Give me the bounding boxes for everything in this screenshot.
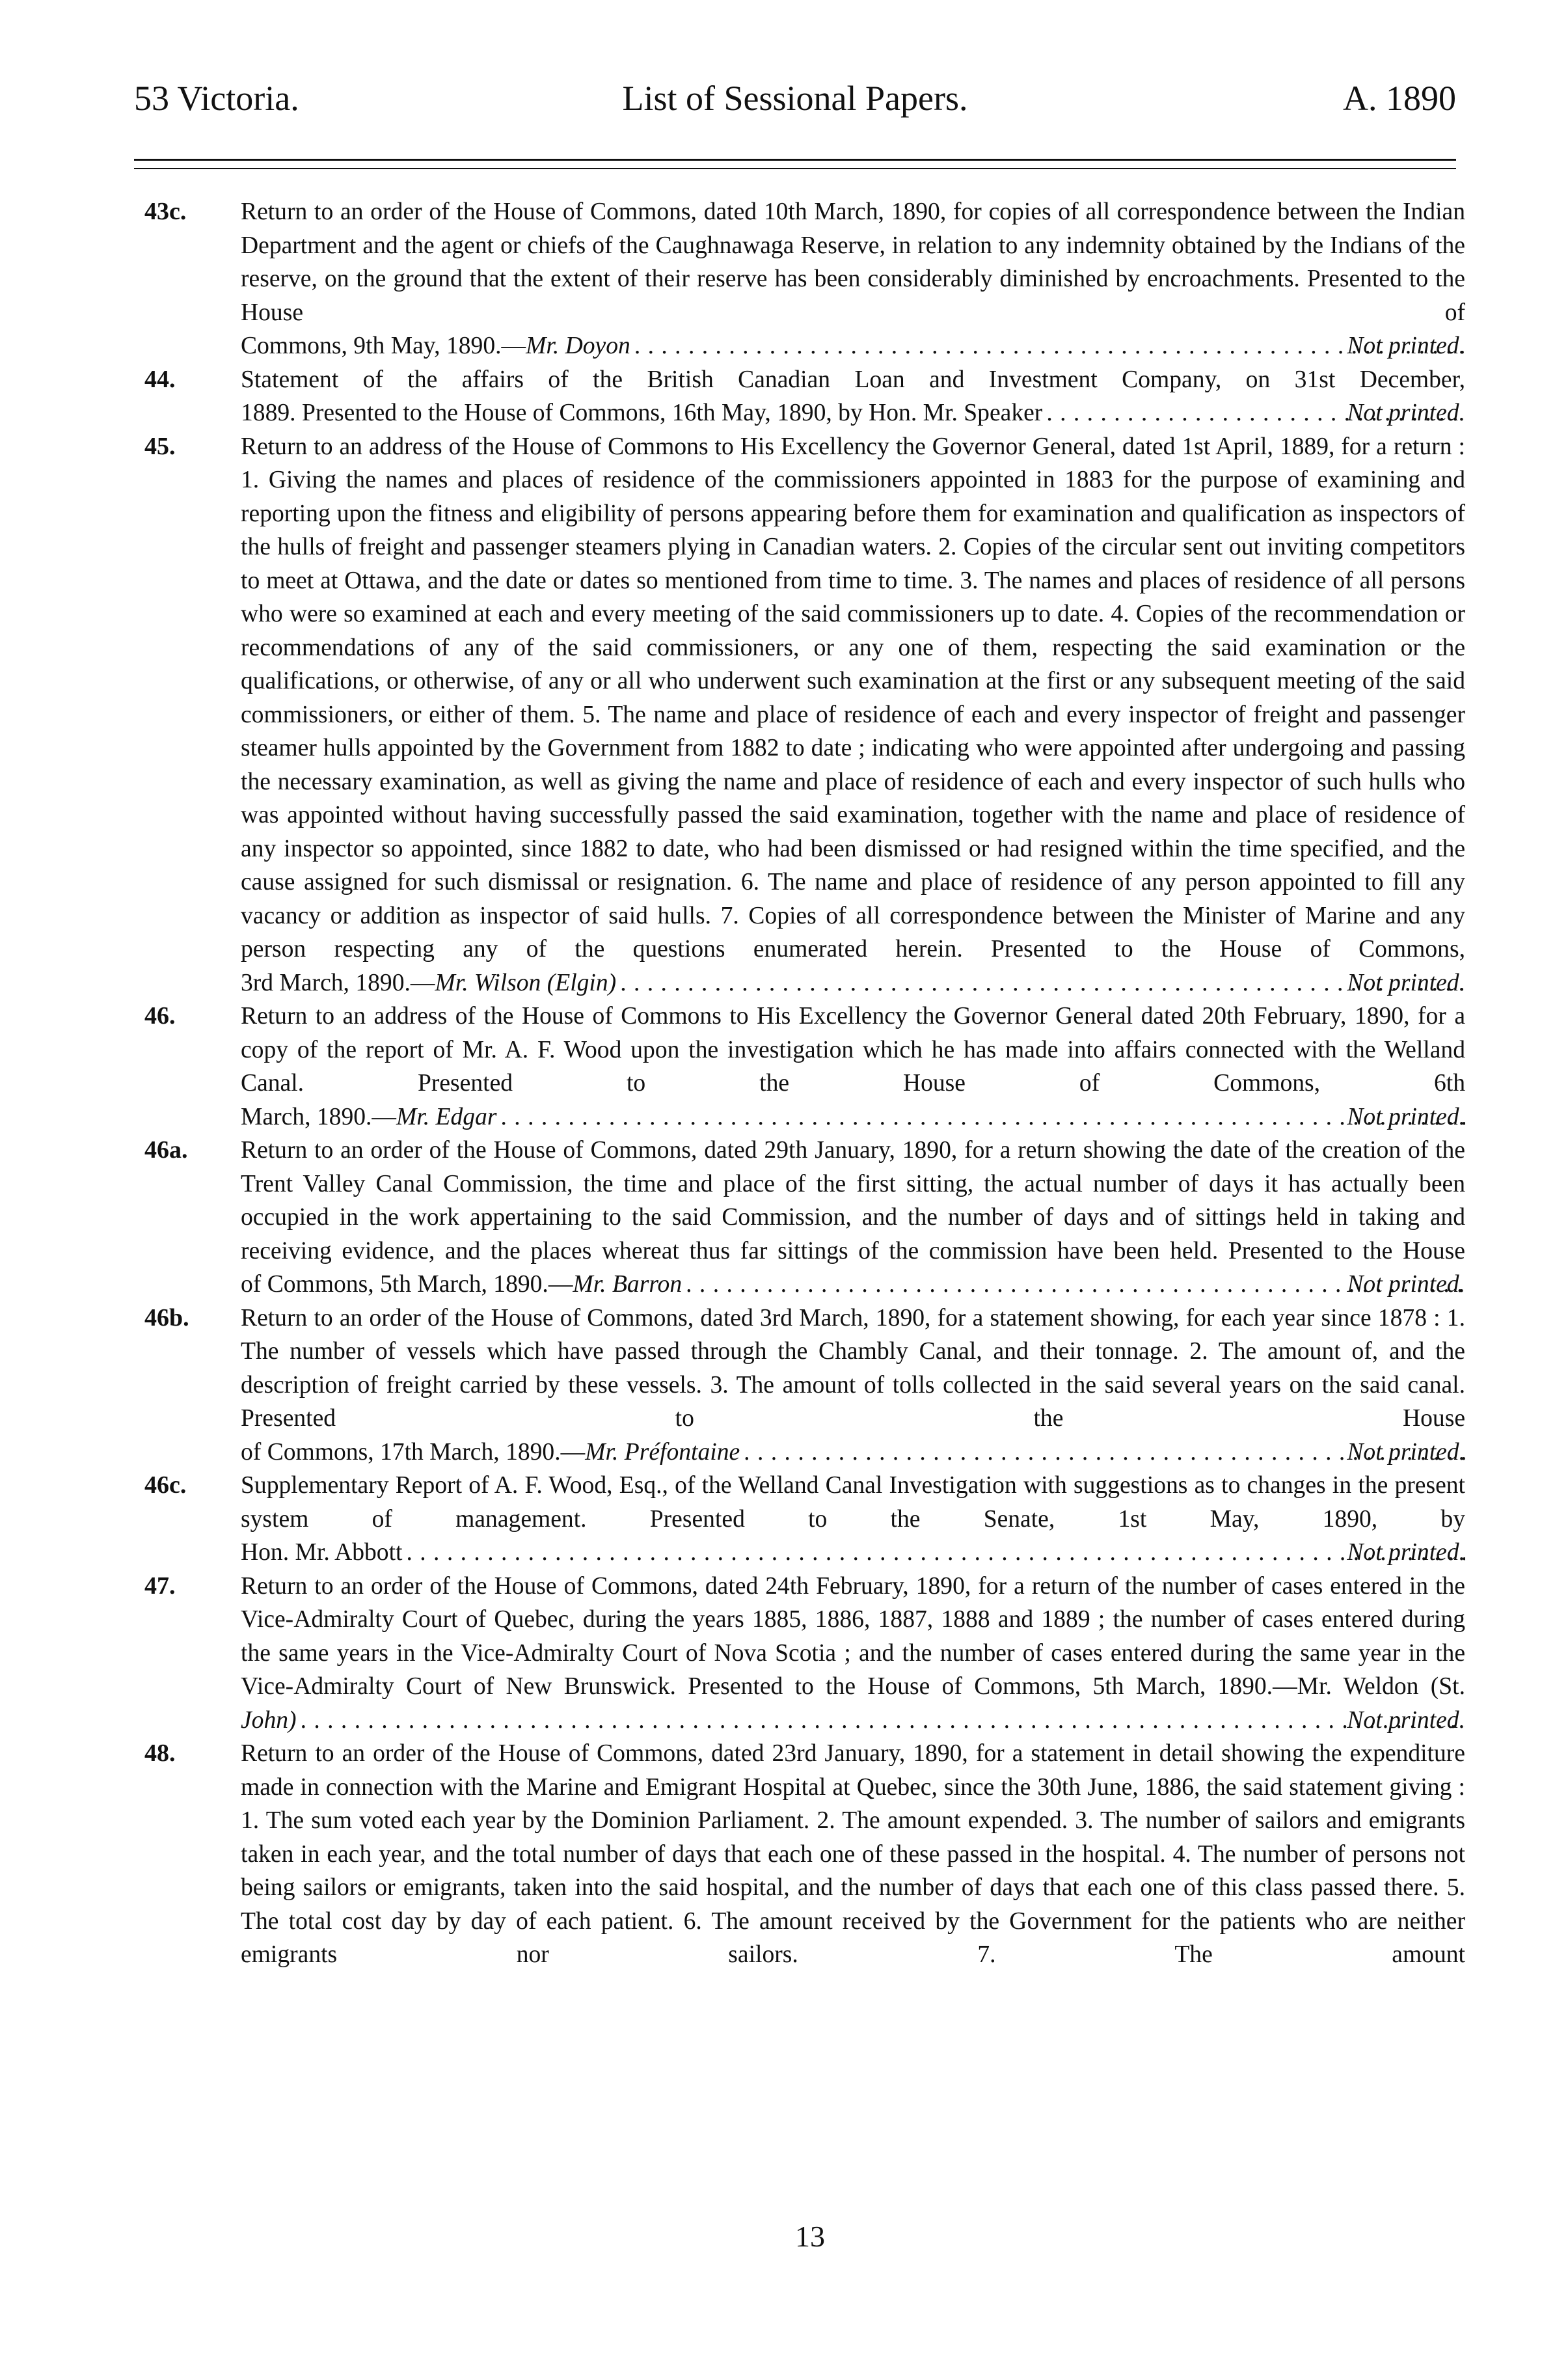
paper-number: 47. — [144, 1572, 176, 1600]
print-status: Not printed. — [1340, 1704, 1465, 1738]
header-rule-bottom — [134, 168, 1456, 169]
dot-leader — [501, 1104, 1466, 1130]
paper-description: Statement of the affairs of the British Canadian Loan and Investment Company, on 31st December, — [241, 366, 1465, 393]
member-name: Mr. Wilson (Elgin) — [435, 969, 617, 996]
header-rule-top — [134, 159, 1456, 161]
print-status: Not printed. — [1340, 966, 1465, 1000]
entry-closing-line — [241, 396, 1465, 430]
presentation-note: Hon. Mr. Abbott — [241, 1539, 403, 1566]
session-label: 53 Victoria. — [134, 79, 299, 118]
paper-entry — [144, 1469, 1465, 1570]
presentation-note: March, 1890.— — [241, 1103, 396, 1130]
paper-number: 46. — [144, 1002, 176, 1030]
paper-entry — [144, 1302, 1465, 1469]
entry-closing-line — [241, 329, 1465, 363]
print-status: Not printed. — [1340, 1536, 1465, 1570]
paper-description: Return to an order of the House of Commons, dated 29th January, 1890, for a return showing the date of the creation of the Trent Valley Canal Commission, the time and place of the first sitting, the actual number of days it has actually been occupied in the work appertaining to the said Commission, and the number of days and of sittings held in taking and receiving evidence, and the places whereat thus far sittings of the commission have been held. Presented to the House — [241, 1137, 1465, 1264]
paper-number: 46b. — [144, 1303, 189, 1331]
member-name: Mr. Doyon — [526, 333, 630, 359]
paper-number: 46a. — [144, 1136, 188, 1164]
member-name: Mr. Barron — [573, 1271, 683, 1298]
paper-description: Return to an order of the House of Commons, dated 3rd March, 1890, for a statement showing, for each year since 1878 : 1. The number of vessels which have passed through the Chambly Canal, and their tonnage. 2. The amount of, and the description of freight carried by these vessels. 3. The amount of tolls collected in the said several years on the said canal. Presented to the House — [241, 1304, 1465, 1432]
paper-description: Return to an order of the House of Commons, dated 10th March, 1890, for copies of all correspondence between the Indian Department and the agent or chiefs of the Caughnawaga Reserve, in relation to any indemnity obtained by the Indians of the reserve, on the ground that the extent of their reserve has been considerably diminished by encroachments. Presented to the House of — [241, 198, 1465, 326]
print-status: Not printed. — [1340, 329, 1465, 363]
entry-closing-line — [241, 1268, 1465, 1302]
presentation-note: 1889. Presented to the House of Commons, 16th May, 1890, by Hon. Mr. Speaker — [241, 400, 1043, 426]
member-name: John) — [241, 1706, 297, 1734]
dot-leader — [744, 1439, 1465, 1466]
paper-number: 46c. — [144, 1471, 187, 1499]
dot-leader — [406, 1539, 1465, 1566]
print-status: Not printed. — [1340, 1268, 1465, 1302]
page-header — [134, 78, 1456, 137]
entry-closing-line — [241, 1100, 1465, 1134]
presentation-note: of Commons, 5th March, 1890.— — [241, 1271, 573, 1298]
entry-closing-line — [241, 966, 1465, 1000]
paper-entry — [144, 363, 1465, 430]
paper-description: Return to an order of the House of Commons, dated 23rd January, 1890, for a statement in detail showing the expenditure made in connection with the Marine and Emigrant Hospital at Quebec, since the 30th June, 1886, the said statement giving : 1. The sum voted each year by the Dominion Parliament. 2. The amount expended. 3. The number of sailors and emigrants taken in each year, and the total number of days that each one of these passed in the hospital. 4. The number of persons not being sailors or emigrants, taken into the said hospital, and the number of days that each one of this class passed there. 5. The total cost day by day of each patient. 6. The amount received by the Government for the patients who are neither emigrants nor sailors. 7. The amount — [241, 1740, 1465, 1968]
presentation-note: of Commons, 17th March, 1890.— — [241, 1438, 586, 1466]
entry-closing-line — [241, 1436, 1465, 1469]
paper-entry — [144, 1000, 1465, 1134]
dot-leader — [686, 1271, 1465, 1298]
dot-leader — [620, 970, 1465, 996]
paper-description: Return to an address of the House of Commons to His Excellency the Governor General dated 20th February, 1890, for a copy of the report of Mr. A. F. Wood upon the investigation which he has made into affairs connected with the Welland Canal. Presented to the House of Commons, 6th — [241, 1003, 1465, 1097]
paper-number: 45. — [144, 432, 176, 460]
paper-entry — [144, 1134, 1465, 1302]
print-status: Not printed. — [1340, 1100, 1465, 1134]
paper-description: Return to an order of the House of Commons, dated 24th February, 1890, for a return of the number of cases entered in the Vice-Admiralty Court of Quebec, during the years 1885, 1886, 1887, 1888 and 1889 ; the number of cases entered during the same years in the Vice-Admiralty Court of Nova Scotia ; and the number of cases entered during the same year in the Vice-Admiralty Court of New Brunswick. Presented to the House of Commons, 5th March, 1890.—Mr. Weldon (St. — [241, 1572, 1465, 1700]
member-name: Mr. Préfontaine — [585, 1438, 740, 1466]
print-status: Not printed. — [1340, 1436, 1465, 1469]
entry-closing-line — [241, 1704, 1465, 1738]
dot-leader — [1046, 400, 1465, 426]
paper-entry — [144, 430, 1465, 1000]
paper-number: 48. — [144, 1740, 176, 1767]
paper-number: 44. — [144, 365, 176, 393]
paper-list — [144, 195, 1465, 1972]
paper-number: 43c. — [144, 198, 187, 225]
paper-description: Supplementary Report of A. F. Wood, Esq., of the Welland Canal Investigation with suggestions as to changes in the present system of management. Presented to the Senate, 1st May, 1890, by — [241, 1472, 1465, 1533]
page-number: 13 — [795, 2220, 825, 2253]
paper-entry — [144, 195, 1465, 363]
page-title: List of Sessional Papers. — [622, 79, 968, 118]
dot-leader — [634, 333, 1465, 359]
entry-closing-line — [241, 1536, 1465, 1570]
paper-entry — [144, 1570, 1465, 1738]
paper-entry — [144, 1737, 1465, 1972]
presentation-note: Commons, 9th May, 1890.— — [241, 333, 526, 359]
dot-leader — [301, 1707, 1465, 1734]
year-label: A. 1890 — [1343, 79, 1456, 118]
print-status: Not printed. — [1340, 396, 1465, 430]
member-name: Mr. Edgar — [396, 1103, 497, 1130]
presentation-note: 3rd March, 1890.— — [241, 969, 435, 996]
paper-description: Return to an address of the House of Commons to His Excellency the Governor General, dated 1st April, 1889, for a return : 1. Giving the names and places of residence of the commissioners appointed in 1883 for the purpose of examining and reporting upon the fitness and eligibility of persons appearing before them for examination and qualification as inspectors of the hulls of freight and passenger steamers plying in Canadian waters. 2. Copies of the circular sent out inviting competitors to meet at Ottawa, and the date or dates so mentioned from time to time. 3. The names and places of residence of all persons who were so examined at each and every meeting of the said commissioners up to date. 4. Copies of the recommendation or recommendations of any of the said commissioners, or any one of them, respecting the said examination or the qualifications, or otherwise, of any or all who underwent such examination at the first or any subsequent meeting of the said commissioners, or either of them. 5. The name and place of residence of each and every inspector of freight and passenger steamer hulls appointed by the Government from 1882 to date ; indicating who were appointed after undergoing and passing the necessary examination, as well as giving the name and place of residence of each and every inspector of such hulls who was appointed without having successfully passed the said examination, together with the name and place of residence of any inspector so appointed, since 1882 to date, who had been dismissed or had resigned within the time specified, and the cause assigned for such dismissal or resignation. 6. The name and place of residence of any person appointed to fill any vacancy or addition as inspector of said hulls. 7. Copies of all correspondence between the Minister of Marine and any person respecting any of the questions enumerated herein. Presented to the House of Commons, — [241, 433, 1465, 962]
